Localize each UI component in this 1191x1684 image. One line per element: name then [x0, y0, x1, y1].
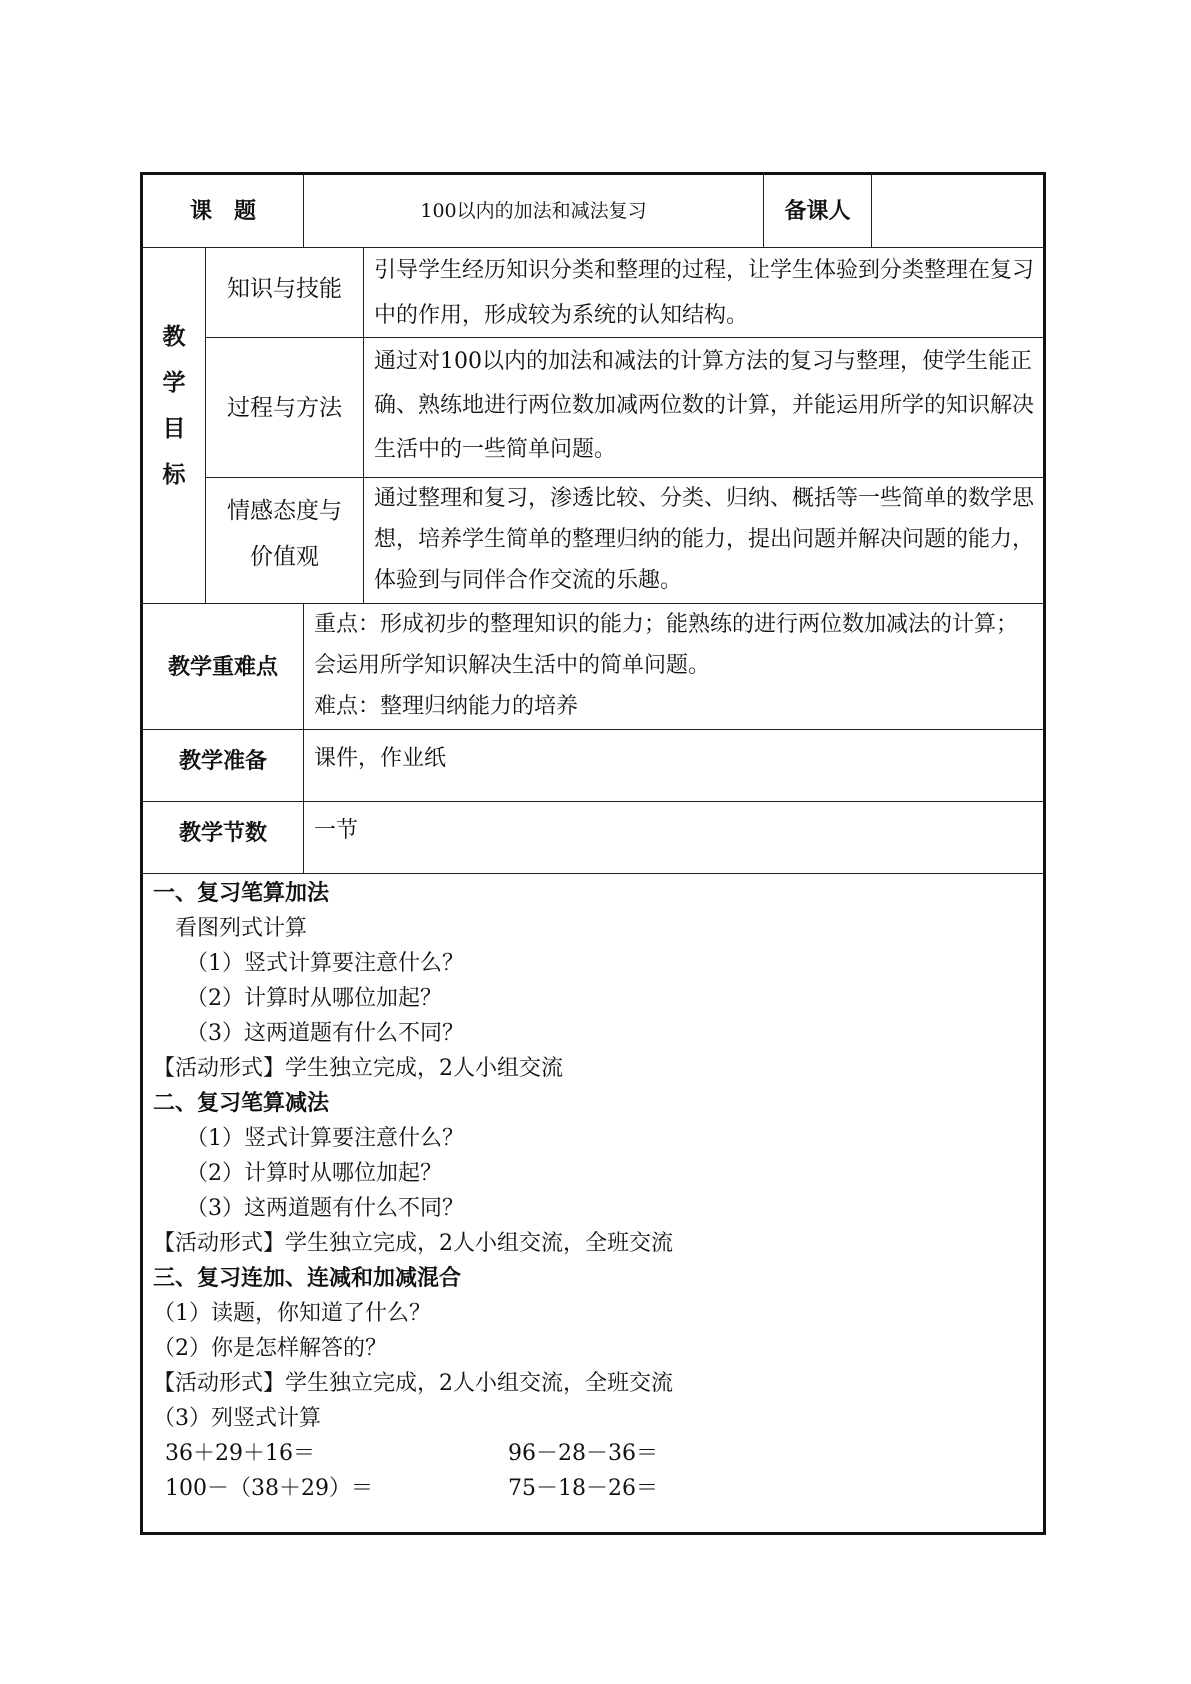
equation-right-2: 75－18－26＝	[508, 1476, 658, 1501]
objectives-group-cell	[143, 247, 205, 603]
sessions-label: 教学节数	[178, 820, 267, 846]
process-line: 三、复习连加、连减和加减混合	[153, 1265, 462, 1291]
objective-text-attitude: 通过整理和复习，渗透比较、分类、归纳、概括等一些简单的数学思想，培养学生简单的整理归纳的能力，提出问题并解决问题的能力，体验到与同伴合作交流的乐趣。	[363, 477, 1043, 603]
process-line: 一、复习笔算加法	[153, 880, 330, 906]
key-points-label-cell	[143, 603, 303, 729]
process-line: （3）这两道题有什么不同？	[153, 1021, 464, 1046]
key-points-label: 教学重难点	[167, 654, 278, 680]
preparation-value-cell	[303, 729, 1043, 801]
preparer-label-cell	[763, 175, 871, 247]
topic-value: 100以内的加法和减法复习	[420, 200, 647, 222]
process-line: （2）计算时从哪位加起？	[153, 986, 442, 1011]
objective-label-process: 过程与方法	[205, 337, 363, 477]
preparer-value-cell	[871, 175, 1043, 247]
key-point-difficult: 难点：整理归纳能力的培养	[314, 694, 579, 719]
process-line: （1）竖式计算要注意什么？	[153, 951, 464, 976]
sessions-label-cell	[143, 801, 303, 873]
equation-right-1: 96－28－36＝	[508, 1441, 658, 1466]
lesson-plan-table	[140, 172, 1046, 1535]
objectives-char-3: 目	[162, 415, 186, 442]
key-points-cell	[303, 603, 1043, 729]
process-line: （3）列竖式计算	[153, 1406, 321, 1431]
objectives-char-2: 学	[162, 369, 186, 396]
process-line: （3）这两道题有什么不同？	[153, 1196, 464, 1221]
process-line: （1）竖式计算要注意什么？	[153, 1126, 464, 1151]
objectives-char-1: 教	[162, 323, 186, 350]
teaching-process	[143, 873, 1043, 1532]
equation-left-1: 36＋29＋16＝	[165, 1441, 315, 1466]
objective-text-process: 通过对100以内的加法和减法的计算方法的复习与整理，使学生能正确、熟练地进行两位数加减两位数的计算，并能运用所学的知识解决生活中的一些简单问题。	[363, 337, 1043, 477]
process-line: 【活动形式】学生独立完成，2人小组交流，全班交流	[153, 1231, 673, 1256]
objective-text-knowledge: 引导学生经历知识分类和整理的过程，让学生体验到分类整理在复习中的作用，形成较为系统的认知结构。	[363, 247, 1043, 337]
preparation-label-cell	[143, 729, 303, 801]
process-line: （2）计算时从哪位加起？	[153, 1161, 442, 1186]
preparation-value: 课件，作业纸	[314, 746, 447, 771]
process-line: 【活动形式】学生独立完成，2人小组交流	[153, 1056, 563, 1081]
equation-left-2: 100－（38＋29）＝	[165, 1476, 373, 1501]
preparation-label: 教学准备	[178, 748, 267, 774]
objectives-char-4: 标	[162, 461, 186, 488]
topic-label-cell	[143, 175, 303, 247]
sessions-value: 一节	[314, 818, 359, 843]
topic-label: 课 题	[189, 198, 256, 224]
topic-value-cell	[303, 175, 763, 247]
objective-label-attitude: 情感态度与价值观	[205, 477, 363, 603]
preparer-label: 备课人	[784, 198, 851, 224]
process-line: 二、复习笔算减法	[153, 1090, 330, 1116]
sessions-value-cell	[303, 801, 1043, 873]
process-line: （2）你是怎样解答的？	[153, 1336, 387, 1361]
process-line: 【活动形式】学生独立完成，2人小组交流，全班交流	[153, 1371, 673, 1396]
key-point-important: 重点：形成初步的整理知识的能力；能熟练的进行两位数加减法的计算；会运用所学知识解决生活中的简单问题。	[314, 612, 1019, 678]
objective-label-knowledge: 知识与技能	[205, 247, 363, 337]
process-line: （1）读题，你知道了什么？	[153, 1301, 431, 1326]
process-line: 看图列式计算	[153, 916, 308, 941]
